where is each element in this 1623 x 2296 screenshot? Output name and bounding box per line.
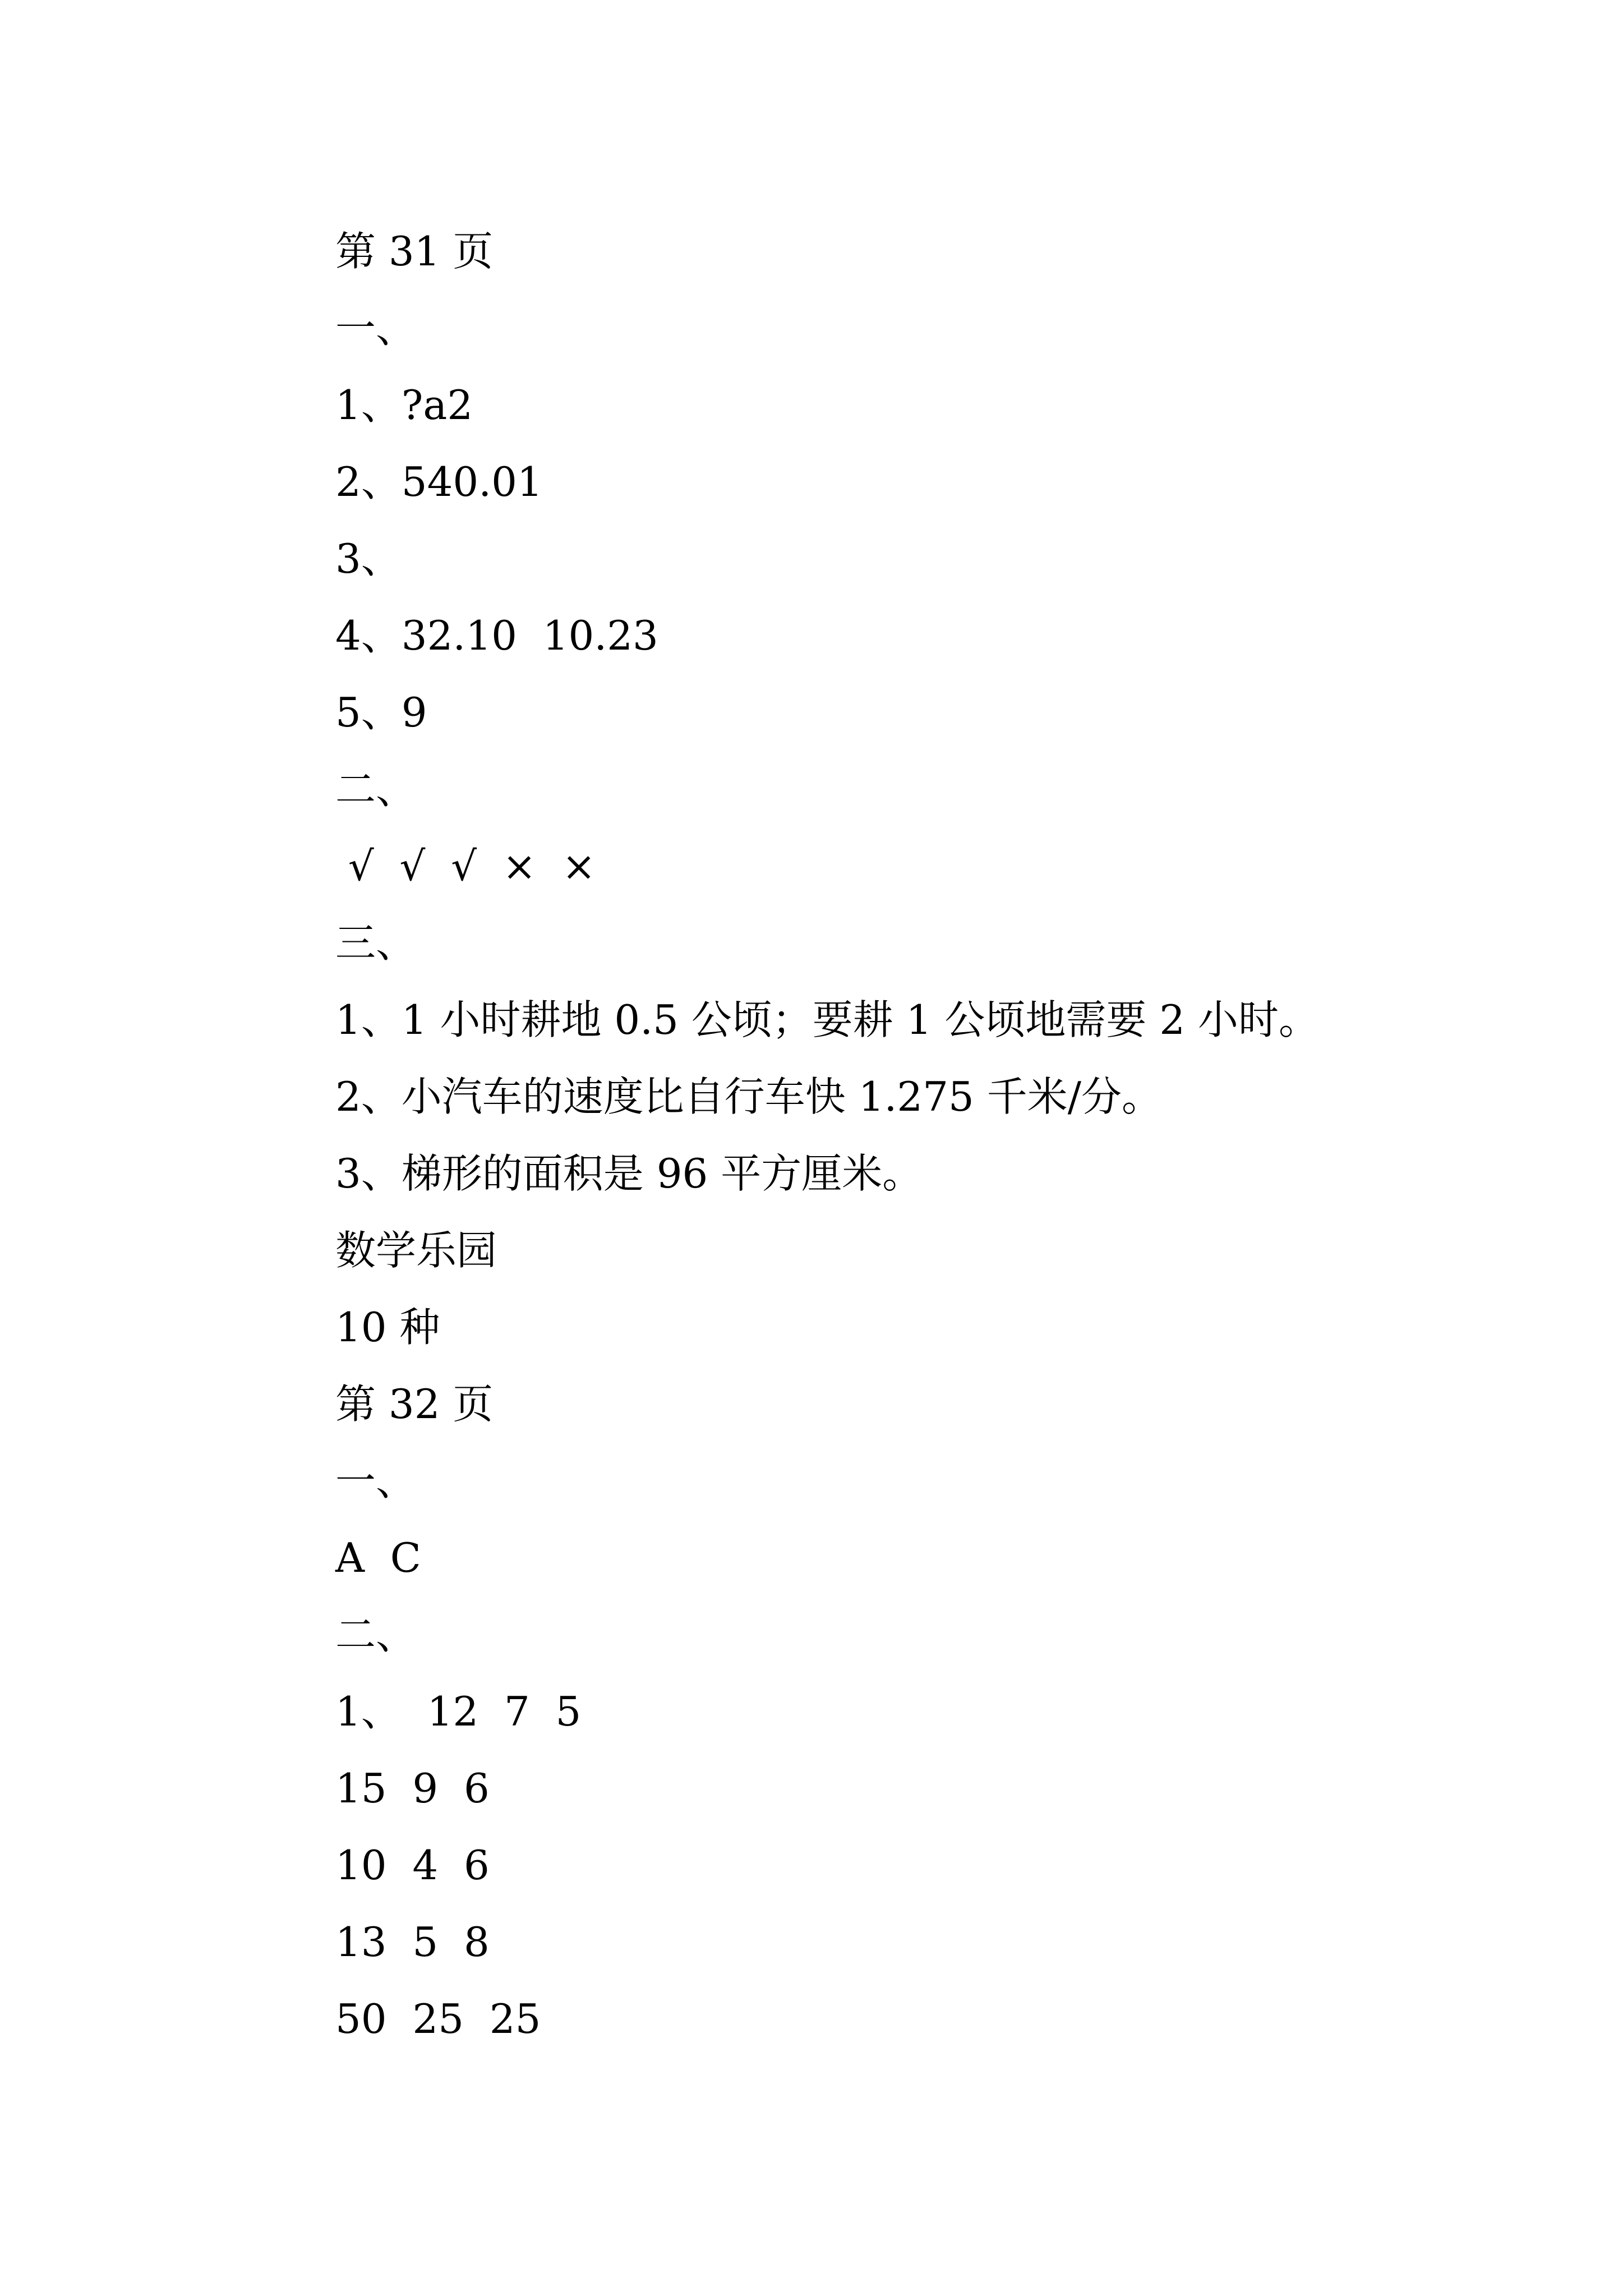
- answer-line: 4、32.10 10.23: [335, 612, 658, 659]
- number-row: 50 25 25: [335, 1995, 541, 2042]
- section-heading-1: 一、: [335, 1457, 417, 1504]
- page-heading-32: 第 32 页: [335, 1381, 494, 1428]
- choice-answers: A C: [335, 1534, 421, 1581]
- number-row: 1、 12 7 5: [335, 1688, 582, 1735]
- answer-line: 3、梯形的面积是 96 平方厘米。: [335, 1150, 923, 1197]
- section-heading-2: 二、: [335, 766, 417, 813]
- answer-line: 1、1 小时耕地 0.5 公顷；要耕 1 公顷地需要 2 小时。: [335, 996, 1319, 1043]
- true-false-answers: √ √ √ × ×: [335, 843, 596, 890]
- number-row: 15 9 6: [335, 1765, 490, 1812]
- page-heading-31: 第 31 页: [335, 228, 494, 275]
- answer-line: 3、: [335, 535, 402, 582]
- answer-line: 2、小汽车的速度比自行车快 1.275 千米/分。: [335, 1073, 1162, 1120]
- answer-text-body: [335, 213, 1513, 2058]
- answer-line: 10 种: [335, 1304, 440, 1351]
- section-heading-3: 三、: [335, 919, 417, 967]
- answer-line: 5、9: [335, 689, 427, 736]
- section-heading-1: 一、: [335, 305, 417, 352]
- number-row: 13 5 8: [335, 1918, 490, 1966]
- answer-line: 1、?a2: [335, 381, 473, 429]
- answer-line: 2、540.01: [335, 458, 543, 505]
- math-garden-heading: 数学乐园: [335, 1227, 497, 1274]
- number-row: 10 4 6: [335, 1842, 490, 1889]
- section-heading-2: 二、: [335, 1611, 417, 1658]
